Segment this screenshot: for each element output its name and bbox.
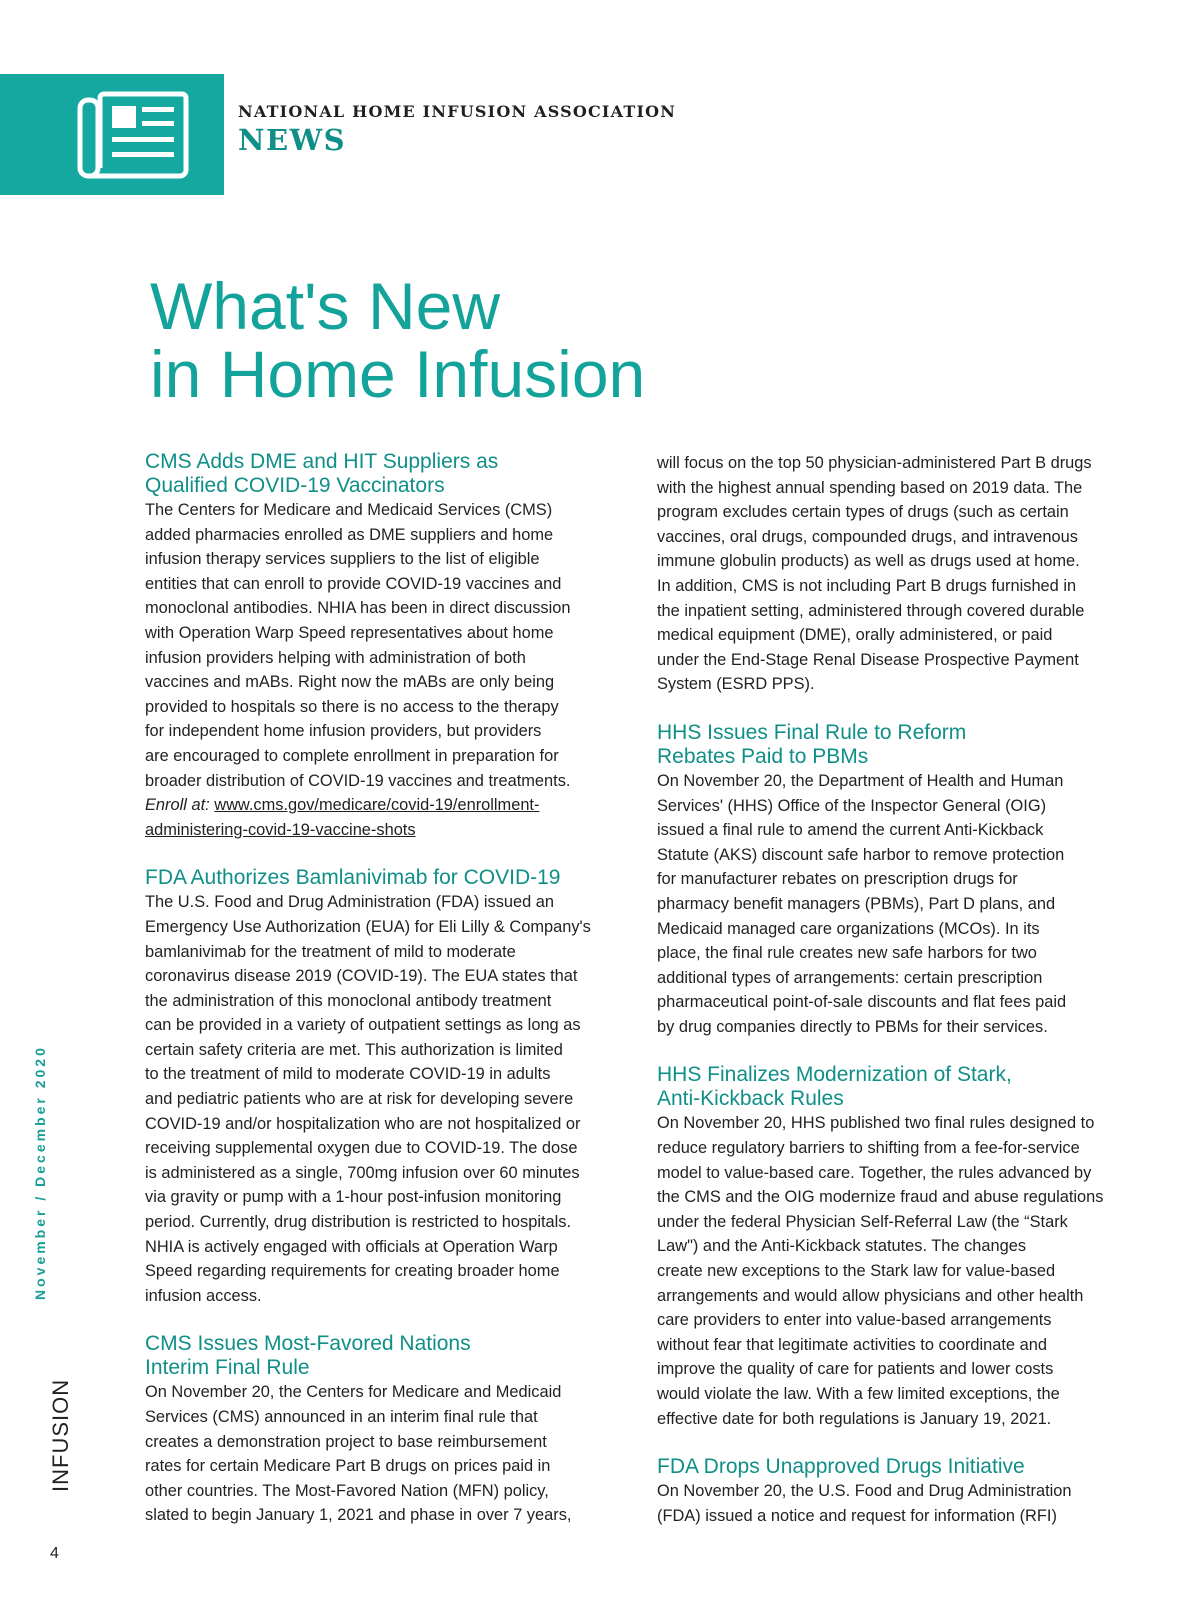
- article-cms-mfn: [145, 1332, 615, 1528]
- article-heading: [145, 866, 615, 890]
- article-cms-dme-hit: [145, 450, 615, 842]
- page-number: 4: [50, 1545, 59, 1562]
- article-body: On November 20, the U.S. Food and Drug Administration (FDA) issued a notice and request for information (RFI): [657, 1482, 1072, 1525]
- article-cms-mfn-continued: [657, 451, 1147, 697]
- section-banner: [0, 74, 224, 195]
- article-fda-bamlanivimab: [145, 866, 615, 1308]
- issue-date: November / December 2020: [32, 1045, 48, 1300]
- enroll-link-continued[interactable]: administering-covid-19-vaccine-shots: [145, 820, 416, 839]
- org-name: NATIONAL HOME INFUSION ASSOCIATION: [238, 102, 677, 121]
- left-column: [145, 450, 615, 1552]
- article-heading: [145, 450, 615, 498]
- section-name: NEWS: [238, 123, 347, 157]
- article-heading: [657, 1455, 1147, 1479]
- heading-line: CMS Issues Most-Favored Nations: [145, 1332, 471, 1356]
- article-body: The U.S. Food and Drug Administration (FDA) issued an Emergency Use Authorization (EUA) for Eli Lilly & Company's bamlanivimab for the treatment of mild to moderate coronavirus disease 2019 (COVID-19). The EUA states that the administration of this monoclonal antibody treatment can be provided in a variety of outpatient settings as long as certain safety criteria are met. This authorization is limited to the treatment of mild to moderate COVID-19 in adults and pediatric patients who are at risk for developing severe COVID-19 and/or hospitalization who are not hospitalized or receiving supplemental oxygen due to COVID-19. The dose is administered as a single, 700mg infusion over 60 minutes via gravity or pump with a 1-hour post-infusion monitoring period. Currently, drug distribution is restricted to hospitals. NHIA is actively engaged with officials at Operation Warp Speed regarding requirements for creating broader home infusion access.: [145, 893, 591, 1305]
- article-body: will focus on the top 50 physician-administered Part B drugs with the highest annual spending based on 2019 data. The program excludes certain types of drugs (such as certain vaccines, oral drugs, compounded drugs, and intravenous immune globulin products) as well as drugs used at home. In addition, CMS is not including Part B drugs furnished in the inpatient setting, administered through covered durable medical equipment (DME), orally administered, or paid under the End-Stage Renal Disease Prospective Payment System (ESRD PPS).: [657, 454, 1092, 694]
- article-body: The Centers for Medicare and Medicaid Services (CMS) added pharmacies enrolled as DME suppliers and home infusion therapy services suppliers to the list of eligible entities that can enroll to provide COVID-19 vaccines and monoclonal antibodies. NHIA has been in direct discussion with Operation Warp Speed representatives about home infusion providers helping with administration of both vaccines and mABs. Right now the mABs are only being provided to hospitals so there is no access to the therapy for independent home infusion providers, but providers are encouraged to complete enrollment in preparation for broader distribution of COVID-19 vaccines and treatments.: [145, 501, 571, 790]
- page-title-line1: What's New: [150, 269, 501, 343]
- enroll-label: Enroll at:: [145, 796, 210, 815]
- right-column: [657, 451, 1147, 1552]
- article-heading: [657, 1063, 1147, 1111]
- newspaper-icon: [76, 90, 190, 180]
- enroll-link[interactable]: www.cms.gov/medicare/covid-19/enrollment-: [214, 796, 540, 815]
- heading-line: Rebates Paid to PBMs: [657, 744, 869, 768]
- article-fda-unapproved-drugs: [657, 1455, 1147, 1528]
- article-heading: [145, 1332, 615, 1380]
- enroll-line: [145, 793, 615, 818]
- heading-line: FDA Drops Unapproved Drugs Initiative: [657, 1455, 1025, 1479]
- article-body: On November 20, the Centers for Medicare and Medicaid Services (CMS) announced in an interim final rule that creates a demonstration project to base reimbursement rates for certain Medicare Part B drugs on prices paid in other countries. The Most-Favored Nation (MFN) policy, slated to begin January 1, 2021 and phase in over 7 years,: [145, 1383, 572, 1525]
- article-body: On November 20, the Department of Health and Human Services' (HHS) Office of the Inspector General (OIG) issued a final rule to amend the current Anti-Kickback Statute (AKS) discount safe harbor to remove protection for manufacturer rebates on prescription drugs for pharmacy benefit managers (PBMs), Part D plans, and Medicaid managed care organizations (MCOs). In its place, the final rule creates new safe harbors for two additional types of arrangements: certain prescription pharmaceutical point-of-sale discounts and flat fees paid by drug companies directly to PBMs for their services.: [657, 771, 1067, 1036]
- heading-line: HHS Finalizes Modernization of Stark,: [657, 1063, 1012, 1087]
- infusion-logo: INFUSION: [48, 1378, 73, 1492]
- heading-line: Qualified COVID-19 Vaccinators: [145, 474, 445, 497]
- heading-line: Anti-Kickback Rules: [657, 1087, 844, 1111]
- article-hhs-pbm-rebates: [657, 721, 1147, 1040]
- enroll-link-continued-line: [145, 818, 615, 843]
- page-title-line2: in Home Infusion: [150, 337, 646, 411]
- page-title: [150, 269, 646, 411]
- heading-line: CMS Adds DME and HIT Suppliers as: [145, 450, 499, 473]
- heading-line: HHS Issues Final Rule to Reform: [657, 720, 967, 744]
- article-body: On November 20, HHS published two final rules designed to reduce regulatory barriers to shifting from a fee-for-service model to value-based care. Together, the rules advanced by the CMS and the OIG modernize fraud and abuse regulations under the federal Physician Self-Referral Law (the “Stark Law") and the Anti-Kickback statutes. The changes create new exceptions to the Stark law for value-based arrangements and would allow physicians and other health care providers to enter into value-based arrangements without fear that legitimate activities to coordinate and improve the quality of care for patients and lower costs would violate the law. With a few limited exceptions, the effective date for both regulations is January 19, 2021.: [657, 1114, 1104, 1428]
- heading-line: FDA Authorizes Bamlanivimab for COVID-19: [145, 866, 561, 890]
- article-heading: [657, 721, 1147, 769]
- article-hhs-stark: [657, 1063, 1147, 1431]
- heading-line: Interim Final Rule: [145, 1356, 310, 1380]
